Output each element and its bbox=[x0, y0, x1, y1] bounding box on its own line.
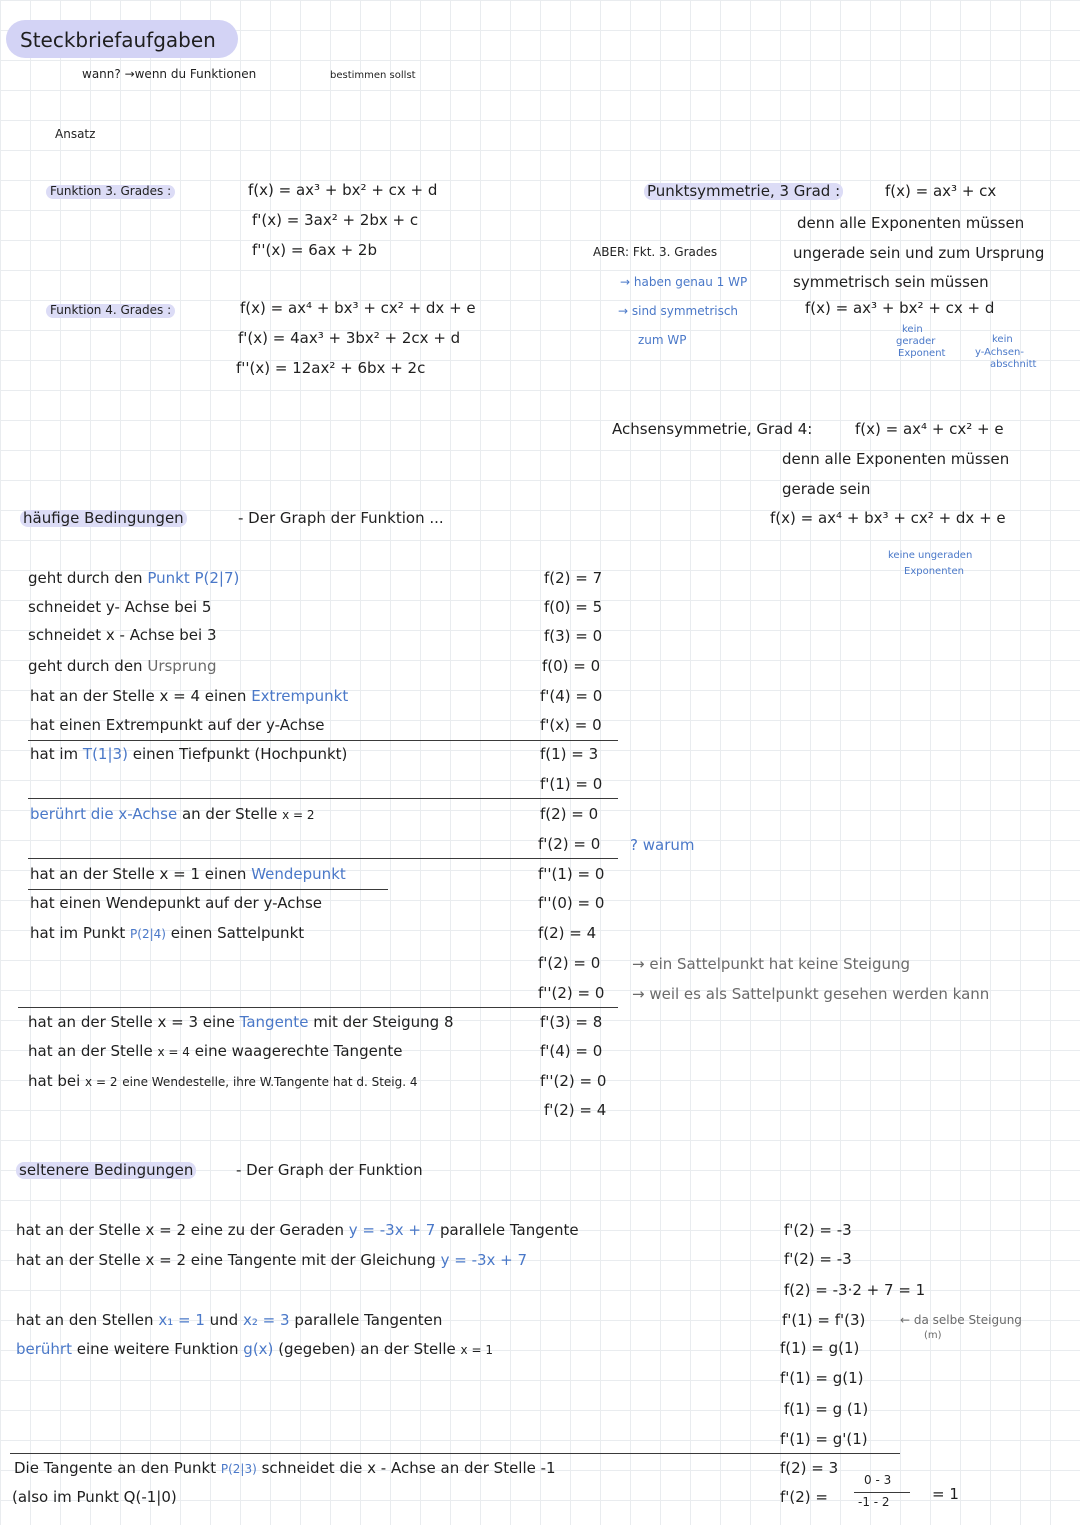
cond-14-wendestelle: eine Wendestelle, ihre W.Tangente hat d. Steig. 4 bbox=[122, 1075, 418, 1089]
achsensymmetrie-line-2: gerade sein bbox=[782, 480, 871, 498]
cond-1-point: Punkt P(2|7) bbox=[147, 569, 240, 587]
f3-label: Funktion 3. Grades : bbox=[46, 185, 175, 199]
cond-2-text: schneidet bbox=[28, 598, 102, 616]
sel-2-tangente: eine Tangente mit der Gleichung bbox=[190, 1251, 436, 1269]
sel-1-text: hat an der Stelle bbox=[16, 1221, 141, 1239]
res-2: f'(2) = -3 bbox=[784, 1250, 852, 1268]
eq-8: f'(1) = 0 bbox=[540, 775, 603, 793]
res-9: f(2) = 3 bbox=[780, 1459, 839, 1477]
punktsymmetrie-line-2: ungerade sein und zum Ursprung bbox=[793, 244, 1045, 262]
res-1: f'(2) = -3 bbox=[784, 1221, 852, 1239]
sel-1-geraden: eine zu der Geraden bbox=[190, 1221, 344, 1239]
rule-1 bbox=[28, 740, 618, 741]
eq-1: f(2) = 7 bbox=[544, 569, 603, 587]
eq-19: f'(2) = 4 bbox=[544, 1101, 607, 1119]
eq-11: f''(1) = 0 bbox=[538, 865, 605, 883]
fraction-result: = 1 bbox=[932, 1485, 959, 1503]
punkt-annotation-1a: kein bbox=[902, 324, 923, 335]
sel-2-x: x = 2 bbox=[145, 1251, 187, 1269]
cond-9-text: hat an der Stelle bbox=[30, 865, 155, 883]
achse-annotation-1: keine ungeraden bbox=[888, 550, 973, 561]
eq-15: f''(2) = 0 bbox=[538, 984, 605, 1002]
f3-formula: f(x) = ax³ + bx² + cx + d bbox=[248, 181, 438, 199]
cond-13-x: x = 4 bbox=[157, 1045, 190, 1059]
cond-2-axis: y- Achse bei 5 bbox=[105, 598, 212, 616]
cond-7-tiefpunkt: einen Tiefpunkt (Hochpunkt) bbox=[132, 745, 348, 763]
wann-line-2: bestimmen sollst bbox=[330, 70, 416, 81]
res-4: f'(1) = f'(3) bbox=[782, 1311, 866, 1329]
sel-2-line: y = -3x + 7 bbox=[440, 1251, 528, 1269]
sel-5-text: Die Tangente an den Punkt bbox=[14, 1459, 217, 1477]
cond-4-text: geht durch den bbox=[28, 657, 143, 675]
sel-1-x: x = 2 bbox=[145, 1221, 187, 1239]
rule-4 bbox=[28, 889, 388, 890]
punktsymmetrie-line-3: symmetrisch sein müssen bbox=[793, 273, 989, 291]
sel-2-text: hat an der Stelle bbox=[16, 1251, 141, 1269]
aber-line-1: ABER: Fkt. 3. Grades bbox=[593, 245, 718, 259]
res-6: f'(1) = g(1) bbox=[780, 1369, 864, 1387]
sel-6-text: (also im Punkt bbox=[12, 1488, 119, 1506]
punkt-annotation-2b: y-Achsen- bbox=[975, 347, 1024, 358]
eq-6: f'(x) = 0 bbox=[540, 716, 602, 734]
res-4-note: ← da selbe Steigung bbox=[900, 1313, 1022, 1327]
res-5: f(1) = g(1) bbox=[780, 1339, 860, 1357]
cond-7-text: hat im bbox=[30, 745, 79, 763]
cond-6-axis: y-Achse bbox=[266, 716, 325, 734]
cond-4-origin: Ursprung bbox=[147, 657, 217, 675]
eq-7: f(1) = 3 bbox=[540, 745, 599, 763]
punkt-annotation-1c: Exponent bbox=[898, 348, 946, 359]
eq-9: f(2) = 0 bbox=[540, 805, 599, 823]
sel-3-tangenten: parallele Tangenten bbox=[294, 1311, 443, 1329]
sel-3-text: hat an den Stellen bbox=[16, 1311, 154, 1329]
punkt-annotation-1b: gerader bbox=[896, 336, 936, 347]
eq-18: f''(2) = 0 bbox=[540, 1072, 607, 1090]
f4-derivative-1: f'(x) = 4ax³ + 3bx² + 2cx + d bbox=[238, 329, 461, 347]
sel-3-und: und bbox=[209, 1311, 239, 1329]
cond-13-tangente: eine waagerechte Tangente bbox=[194, 1042, 403, 1060]
cond-7-point: T(1|3) bbox=[82, 745, 128, 763]
rule-5 bbox=[18, 1007, 618, 1008]
achse-annotation-2: Exponenten bbox=[904, 566, 964, 577]
wann-line: wann? →wenn du Funktionen bbox=[82, 67, 257, 81]
f3-derivative-2: f''(x) = 6ax + 2b bbox=[252, 241, 377, 259]
aber-line-2: → haben genau 1 WP bbox=[620, 275, 748, 289]
cond-3-axis: x - Achse bei 3 bbox=[105, 626, 217, 644]
sel-4-g: g(x) bbox=[243, 1340, 274, 1358]
f3-derivative-1: f'(x) = 3ax² + 2bx + c bbox=[252, 211, 419, 229]
cond-12-tangente: Tangente bbox=[239, 1013, 309, 1031]
achsensymmetrie-formula-2: f(x) = ax⁴ + bx³ + cx² + dx + e bbox=[770, 509, 1006, 527]
punktsymmetrie-formula-2: f(x) = ax³ + bx² + cx + d bbox=[805, 299, 995, 317]
f4-formula: f(x) = ax⁴ + bx³ + cx² + dx + e bbox=[240, 299, 476, 317]
f4-label: Funktion 4. Grades : bbox=[46, 304, 175, 318]
cond-9-wendepunkt: Wendepunkt bbox=[251, 865, 346, 883]
fraction-bar bbox=[854, 1492, 910, 1493]
selten-heading: seltenere Bedingungen bbox=[16, 1162, 196, 1179]
page-title: Steckbriefaufgaben bbox=[20, 28, 216, 52]
cond-5-extrempunkt: Extrempunkt bbox=[251, 687, 349, 705]
res-10: f'(2) = bbox=[780, 1488, 828, 1506]
cond-12-text: hat an der Stelle x = 3 eine bbox=[28, 1013, 235, 1031]
res-3: f(2) = -3·2 + 7 = 1 bbox=[784, 1281, 926, 1299]
eq-17: f'(4) = 0 bbox=[540, 1042, 603, 1060]
eq-14: f'(2) = 0 bbox=[538, 954, 601, 972]
cond-9-einen: einen bbox=[204, 865, 247, 883]
sel-4-gegeben: (gegeben) an der Stelle bbox=[278, 1340, 456, 1358]
cond-10-axis: y-Achse bbox=[263, 894, 323, 912]
eq-15-note: → weil es als Sattelpunkt gesehen werden kann bbox=[632, 985, 990, 1003]
eq-14-note: → ein Sattelpunkt hat keine Steigung bbox=[632, 955, 911, 973]
cond-5-x: x = 4 einen bbox=[159, 687, 247, 705]
sel-4-beruehrt: berührt bbox=[16, 1340, 72, 1358]
eq-12: f''(0) = 0 bbox=[538, 894, 605, 912]
cond-6-text: hat einen Extrempunkt auf der bbox=[30, 716, 262, 734]
cond-12-steigung: mit der Steigung 8 bbox=[313, 1013, 454, 1031]
aber-line-3: → sind symmetrisch bbox=[618, 304, 739, 318]
eq-5: f'(4) = 0 bbox=[540, 687, 603, 705]
cond-9-x: x = 1 bbox=[159, 865, 201, 883]
cond-11-sattelpunkt: einen Sattelpunkt bbox=[170, 924, 305, 942]
punktsymmetrie-formula: f(x) = ax³ + cx bbox=[885, 182, 997, 200]
rule-2 bbox=[28, 798, 618, 799]
achsensymmetrie-formula: f(x) = ax⁴ + cx² + e bbox=[855, 420, 1004, 438]
fraction-numerator: 0 - 3 bbox=[864, 1473, 892, 1487]
f4-derivative-2: f''(x) = 12ax² + 6bx + 2c bbox=[236, 359, 426, 377]
cond-11-point: P(2|4) bbox=[130, 927, 166, 941]
sel-5-schneidet: schneidet die x - Achse an der Stelle -1 bbox=[261, 1459, 556, 1477]
punktsymmetrie-line-1: denn alle Exponenten müssen bbox=[797, 214, 1025, 232]
cond-8-beruehrt: berührt die x-Achse bbox=[30, 805, 178, 823]
cond-11-text: hat im Punkt bbox=[30, 924, 126, 942]
res-4-m: (m) bbox=[924, 1330, 942, 1341]
cond-8-text: an der Stelle bbox=[181, 805, 278, 823]
cond-3-text: schneidet bbox=[28, 626, 102, 644]
punkt-annotation-2a: kein bbox=[992, 334, 1013, 345]
cond-10-text: hat einen Wendepunkt auf der bbox=[30, 894, 259, 912]
fraction-denominator: -1 - 2 bbox=[858, 1495, 890, 1509]
eq-13: f(2) = 4 bbox=[538, 924, 597, 942]
haeufig-heading: häufige Bedingungen bbox=[20, 510, 187, 527]
sel-4-x: x = 1 bbox=[460, 1343, 493, 1357]
haeufig-subheading: - Der Graph der Funktion ... bbox=[238, 509, 444, 527]
eq-10-note: ? warum bbox=[630, 836, 695, 854]
eq-16: f'(3) = 8 bbox=[540, 1013, 603, 1031]
cond-1-text: geht durch den bbox=[28, 569, 143, 587]
cond-14-x: x = 2 bbox=[85, 1075, 118, 1089]
res-8: f'(1) = g'(1) bbox=[780, 1430, 868, 1448]
sel-3-x1: x₁ = 1 bbox=[158, 1311, 205, 1329]
eq-2: f(0) = 5 bbox=[544, 598, 603, 616]
sel-1-tangente: parallele Tangente bbox=[440, 1221, 579, 1239]
cond-14-text: hat bei bbox=[28, 1072, 81, 1090]
achsensymmetrie-title: Achsensymmetrie, Grad 4: bbox=[612, 420, 813, 438]
eq-4: f(0) = 0 bbox=[542, 657, 601, 675]
selten-subheading: - Der Graph der Funktion bbox=[236, 1161, 423, 1179]
cond-8-x: x = 2 bbox=[282, 808, 315, 822]
sel-3-x2: x₂ = 3 bbox=[242, 1311, 290, 1329]
res-7: f(1) = g (1) bbox=[784, 1400, 869, 1418]
rule-3 bbox=[28, 858, 618, 859]
sel-6-point: Q(-1|0) bbox=[123, 1488, 177, 1506]
ansatz-heading: Ansatz bbox=[55, 127, 96, 141]
sel-5-point: P(2|3) bbox=[220, 1462, 257, 1476]
aber-line-4: zum WP bbox=[638, 333, 687, 347]
cond-5-text: hat an der Stelle bbox=[30, 687, 155, 705]
punktsymmetrie-title: Punktsymmetrie, 3 Grad : bbox=[644, 183, 843, 200]
sel-1-line: y = -3x + 7 bbox=[348, 1221, 436, 1239]
eq-3: f(3) = 0 bbox=[544, 627, 603, 645]
cond-13-text: hat an der Stelle bbox=[28, 1042, 153, 1060]
rule-6 bbox=[10, 1453, 900, 1454]
eq-10: f'(2) = 0 bbox=[538, 835, 601, 853]
sel-4-text: eine weitere Funktion bbox=[76, 1340, 239, 1358]
punkt-annotation-2c: abschnitt bbox=[990, 359, 1037, 370]
achsensymmetrie-line-1: denn alle Exponenten müssen bbox=[782, 450, 1010, 468]
